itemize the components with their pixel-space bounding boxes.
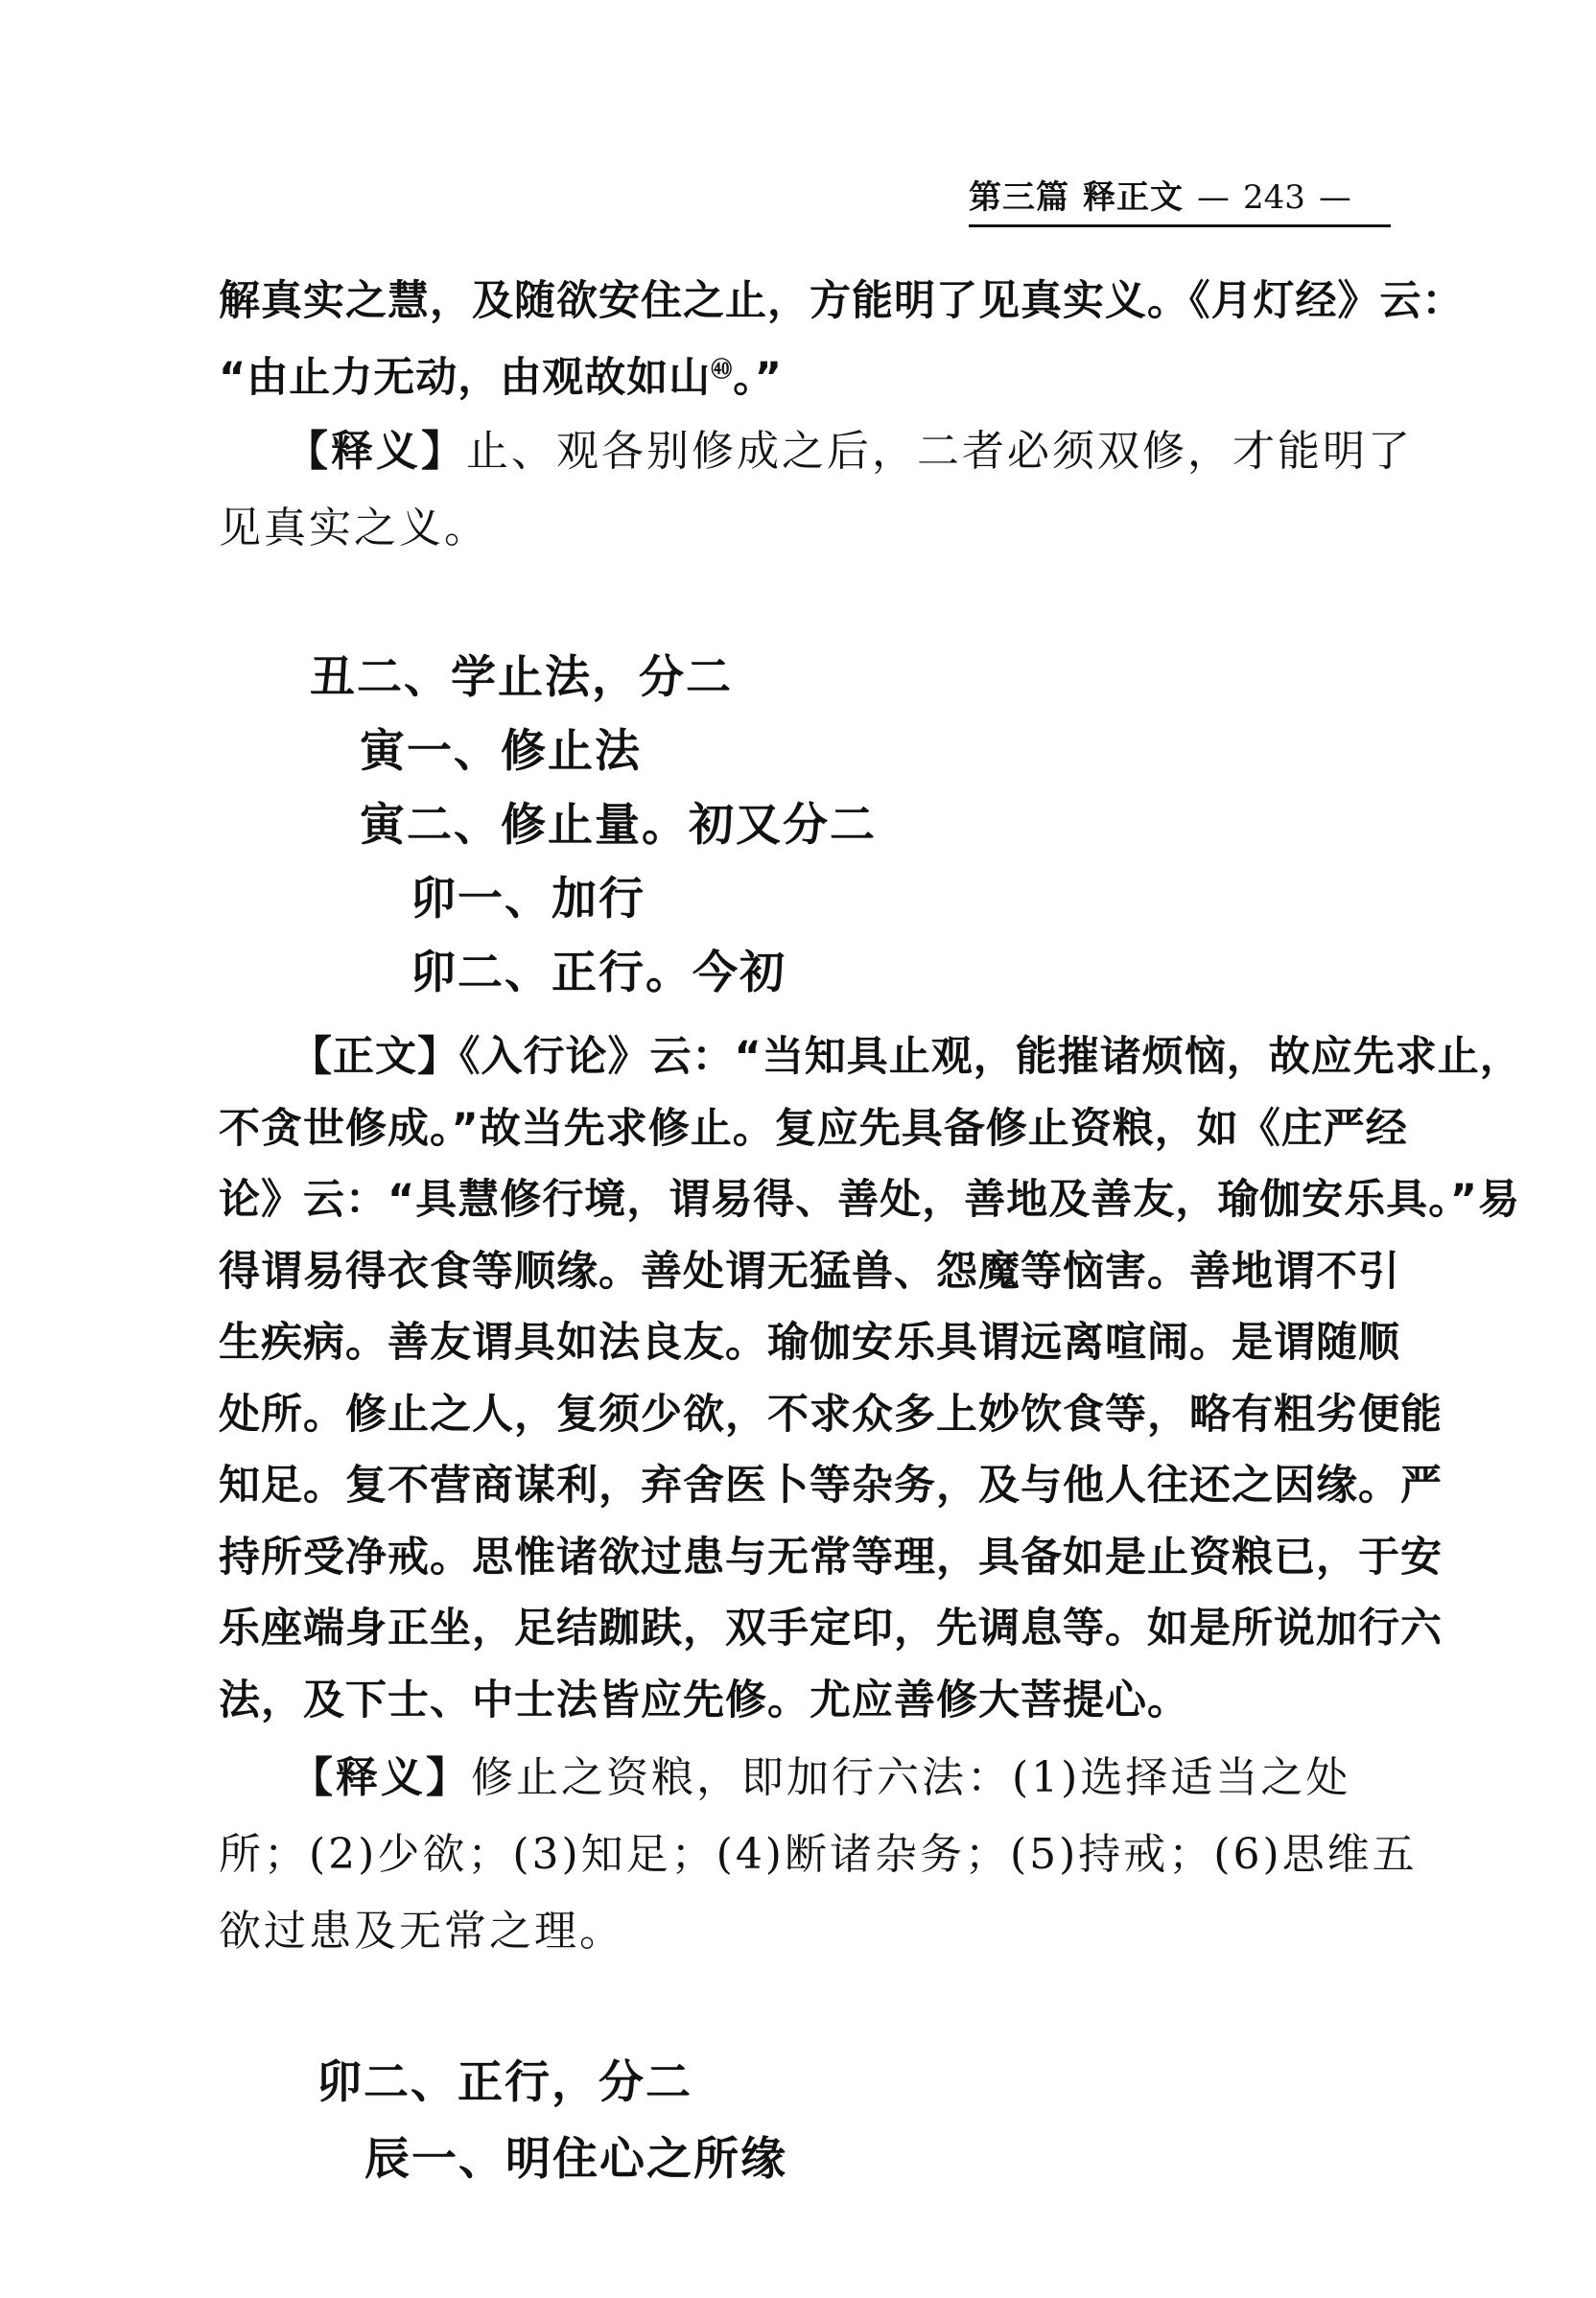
- outline-heading: 卯二、正行，分二: [317, 2056, 692, 2109]
- commentary-marker: 【释义】: [286, 427, 466, 476]
- main-text-line: 论》云：“具慧修行境，谓易得、善处，善地及善友，瑜伽安乐具。”易: [219, 1176, 1521, 1224]
- main-text-line: 处所。修止之人，复须少欲，不求众多上妙饮食等，略有粗劣便能: [219, 1391, 1443, 1439]
- outline-heading: 卯二、正行。今初: [411, 947, 786, 999]
- commentary-line: 欲过患及无常之理。: [219, 1907, 624, 1956]
- outline-heading: 寅二、修止量。初又分二: [360, 799, 877, 852]
- quote-end: 。”: [733, 354, 784, 402]
- main-text-line: 知足。复不营商谋利，弃舍医卜等杂务，及与他人往还之因缘。严: [219, 1462, 1443, 1510]
- commentary-marker: 【释义】: [291, 1753, 471, 1802]
- body-line: [219, 340, 783, 415]
- commentary-line: [286, 414, 1413, 489]
- page-number-dash-right: —: [1318, 178, 1351, 217]
- running-header-part: 第三篇: [969, 178, 1069, 217]
- main-text-line: [291, 1020, 1522, 1094]
- main-text-line: 生疾病。善友谓具如法良友。瑜伽安乐具谓远离喧闹。是谓随顺: [219, 1319, 1400, 1367]
- main-text: 《入行论》云：“当知具止观，能摧诸烦恼，故应先求止，: [459, 1033, 1522, 1081]
- running-header: [969, 171, 1391, 227]
- commentary-line: [291, 1741, 1350, 1816]
- main-text-line: 得谓易得衣食等顺缘。善处谓无猛兽、怨魔等恼害。善地谓不引: [219, 1248, 1400, 1296]
- footnote-marker: ㊵: [711, 358, 734, 383]
- page-number: 243: [1243, 178, 1305, 217]
- main-text-line: 乐座端身正坐，足结跏趺，双手定印，先调息等。如是所说加行六: [219, 1605, 1443, 1653]
- commentary-line: 所；(2)少欲；(3)知足；(4)断诸杂务；(5)持戒；(6)思维五: [219, 1830, 1418, 1879]
- running-header-chapter: 释正文: [1083, 178, 1184, 217]
- quote-text: “由止力无动，由观故如山: [219, 354, 712, 402]
- commentary-text: 修止之资粮，即加行六法：(1)选择适当之处: [471, 1753, 1351, 1802]
- main-text-marker: 【正文】: [291, 1033, 459, 1081]
- main-text-line: 不贪世修成。”故当先求修止。复应先具备修止资粮，如《庄严经: [219, 1105, 1408, 1153]
- outline-heading: 丑二、学止法，分二: [310, 651, 733, 704]
- commentary-text: 止、观各别修成之后，二者必须双修，才能明了: [466, 427, 1413, 476]
- body-line: 解真实之慧，及随欲安住之止，方能明了见真实义。《月灯经》云：: [219, 277, 1465, 325]
- outline-heading: 卯一、加行: [411, 873, 645, 926]
- outline-heading: 寅一、修止法: [360, 725, 642, 778]
- main-text-line: 法，及下士、中士法皆应先修。尤应善修大菩提心。: [219, 1677, 1189, 1724]
- commentary-line: 见真实之义。: [219, 504, 489, 552]
- page-number-dash-left: —: [1197, 178, 1230, 217]
- main-text-line: 持所受净戒。思惟诸欲过患与无常等理，具备如是止资粮已，于安: [219, 1534, 1443, 1582]
- outline-heading: 辰一、明住心之所缘: [364, 2133, 787, 2186]
